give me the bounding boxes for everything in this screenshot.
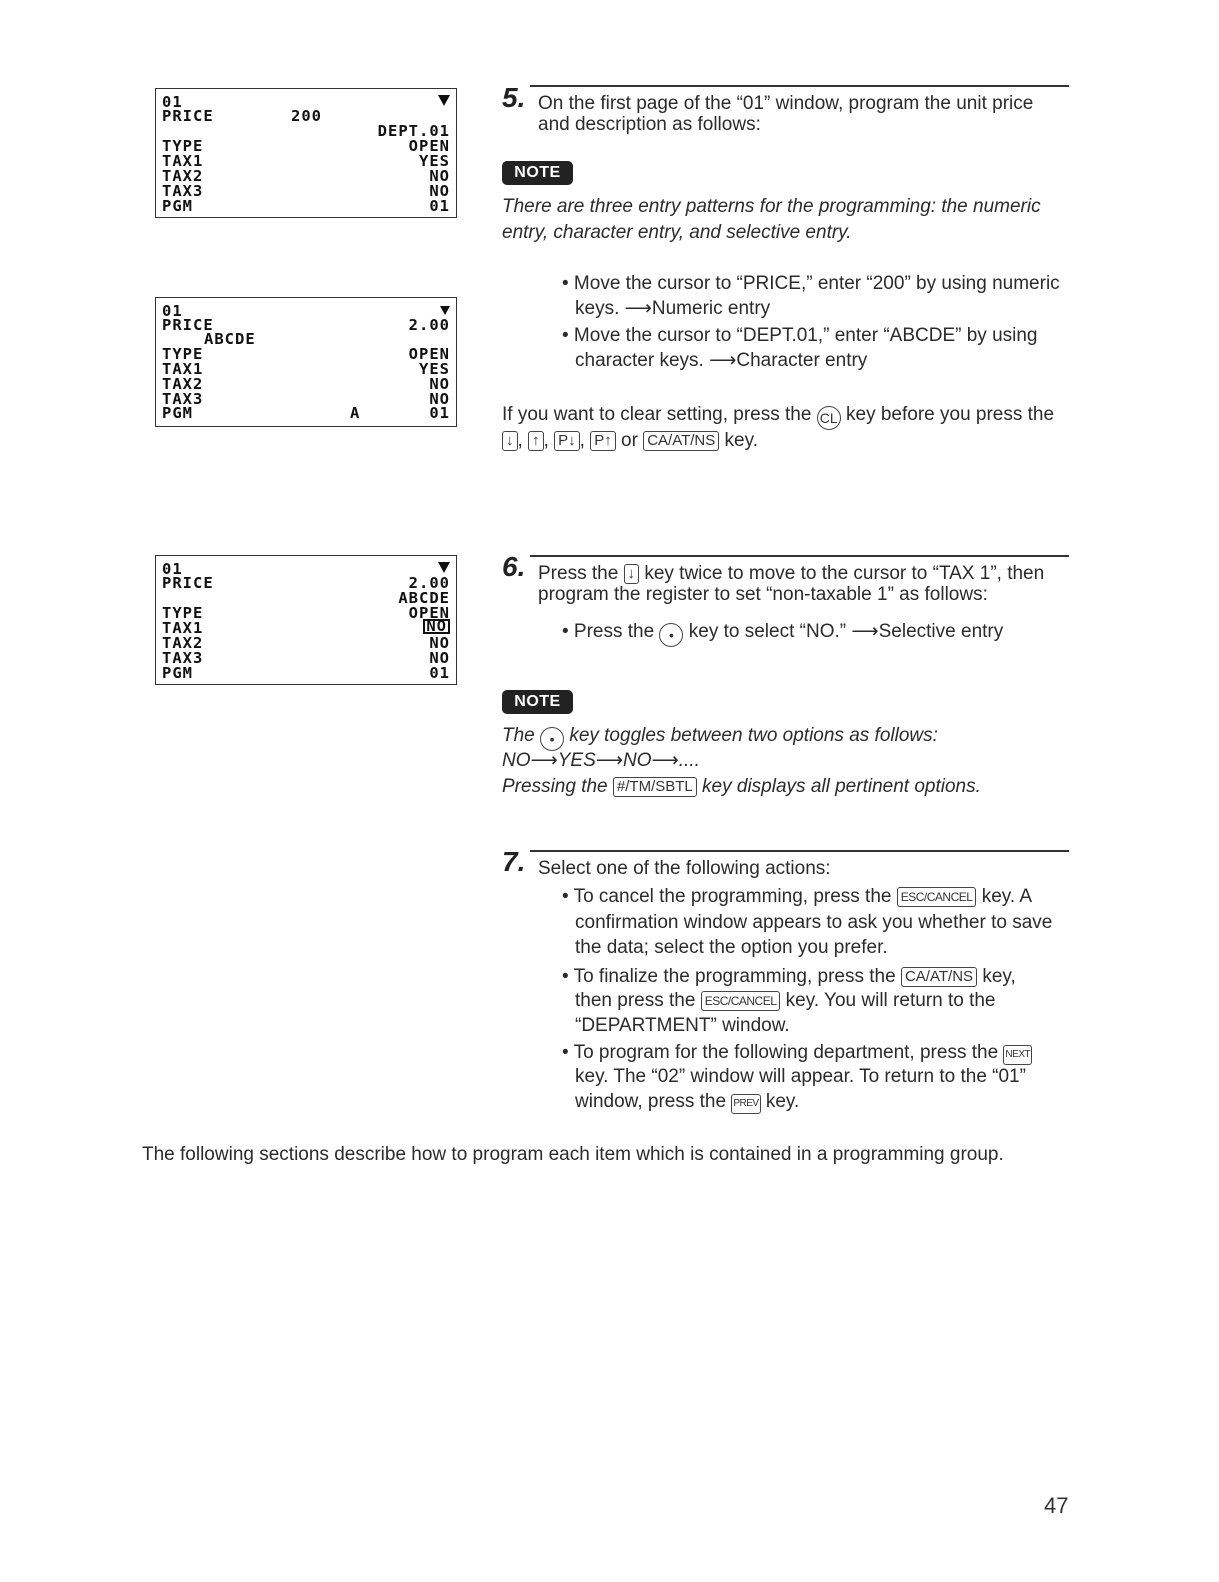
- step-6-bullet-a: • Press the: [562, 621, 655, 642]
- bullet-numeric-line1: • Move the cursor to “PRICE,” enter “200” by using numeric: [562, 273, 1060, 294]
- note-toggle-a: The: [502, 725, 535, 746]
- bullet-numeric-line2: [575, 298, 770, 319]
- bullet-character-keys-text: character keys.: [575, 350, 704, 371]
- lcd-display-step6: [155, 555, 457, 685]
- note-pressing-b: key displays all pertinent options.: [702, 776, 981, 797]
- note-toggle-line3: [502, 776, 981, 797]
- lcd-price-value: 200: [291, 107, 322, 125]
- bullet-character-line1: • Move the cursor to “DEPT.01,” enter “ABCDE” by using: [562, 325, 1038, 346]
- page-up-key: P↑: [590, 431, 616, 451]
- down-arrow-key: ↓: [624, 564, 640, 584]
- lcd-tax1-label: TAX1: [162, 152, 204, 170]
- lcd-description-value: ABCDE: [204, 330, 256, 348]
- lcd-pgm-value: 01: [429, 197, 450, 215]
- lcd-tax3-label: TAX3: [162, 182, 204, 200]
- step-7-intro: Select one of the following actions:: [538, 858, 831, 879]
- arrow-right-icon: ⟶: [595, 750, 624, 771]
- down-arrow-key: ↓: [502, 431, 518, 451]
- lcd-tax2-value: NO: [429, 634, 450, 652]
- tm-sbtl-key: #/TM/SBTL: [613, 777, 697, 797]
- lcd-tax2-value: NO: [429, 375, 450, 393]
- step-7-bullet3-line1: [562, 1042, 1032, 1065]
- note-toggle-line2: [502, 750, 700, 771]
- numeric-entry-label: Numeric entry: [651, 298, 771, 319]
- lcd-tax1-value: YES: [419, 152, 450, 170]
- note-toggle-b: key toggles between two options as follows:: [569, 725, 938, 746]
- finalize-text-b: key,: [982, 966, 1016, 987]
- lcd-price-label: PRICE: [162, 316, 214, 334]
- arrow-right-icon: ⟶: [530, 750, 558, 771]
- lcd-price-label: PRICE: [162, 107, 214, 125]
- finalize-text-a: • To finalize the programming, press the: [562, 966, 896, 987]
- finalize-line2-b: key. You will return to the: [785, 990, 996, 1011]
- page-down-key: P↓: [554, 431, 580, 451]
- step-7-bullet2-line3: “DEPARTMENT” window.: [575, 1015, 790, 1036]
- lcd-pgm-label: PGM: [162, 404, 193, 422]
- up-arrow-key: ↑: [528, 431, 544, 451]
- step-6-line2: program the register to set “non-taxable 1” as follows:: [538, 584, 988, 605]
- step-6-line1: [538, 563, 1044, 584]
- arrow-right-icon: ⟶: [624, 298, 652, 319]
- step-7-bullet2-line2: [575, 990, 996, 1011]
- step-6-rule: [530, 555, 1069, 557]
- lcd-window-number: 01: [162, 560, 183, 578]
- option-no: NO: [502, 750, 531, 771]
- step-6-text-a: Press the: [538, 563, 619, 584]
- note-toggle-line1: [502, 725, 938, 751]
- lcd-window-number: 01: [162, 302, 183, 320]
- note-pressing-a: Pressing the: [502, 776, 608, 797]
- selective-entry-label: Selective entry: [878, 621, 1004, 642]
- lcd-input-mode-indicator: A: [350, 404, 361, 422]
- arrow-right-icon: ⟶: [709, 350, 737, 371]
- lcd-pgm-value: 01: [429, 404, 450, 422]
- lcd-tax3-label: TAX3: [162, 649, 204, 667]
- lcd-tax3-value: NO: [429, 649, 450, 667]
- next-text-a: • To program for the following department, press the: [562, 1042, 999, 1063]
- step-6-bullet-b: key to select “NO.”: [688, 621, 847, 642]
- scroll-down-indicator-icon: [438, 94, 450, 109]
- step-7-number: 7.: [502, 846, 526, 877]
- lcd-tax1-selected-value: [423, 619, 450, 634]
- lcd-pgm-value: 01: [429, 664, 450, 682]
- cancel-text-a: • To cancel the programming, press the: [562, 886, 892, 907]
- step-7-bullet1-line1: [562, 886, 1032, 907]
- arrow-right-icon: ⟶: [851, 621, 879, 642]
- lcd-description-value: ABCDE: [398, 589, 450, 607]
- lcd-dept-value: DEPT.01: [377, 122, 450, 140]
- prev-key: PREV: [731, 1094, 760, 1114]
- lcd-price-value: 2.00: [408, 574, 450, 592]
- dot-key: •: [659, 623, 683, 647]
- step-7-bullet3-line3: [575, 1091, 799, 1114]
- lcd-price-value: 2.00: [408, 316, 450, 334]
- esc-cancel-key: ESC/CANCEL: [897, 887, 977, 907]
- prev-text-a: window, press the: [575, 1091, 727, 1112]
- lcd-tax1-label: TAX1: [162, 619, 204, 637]
- note-text-line2: entry, character entry, and selective entry.: [502, 222, 852, 243]
- step-6-bullet: [562, 621, 1003, 647]
- step-7-bullet1-line2: confirmation window appears to ask you whether to save: [575, 912, 1053, 933]
- esc-cancel-key: ESC/CANCEL: [701, 991, 781, 1011]
- lcd-pgm-label: PGM: [162, 664, 193, 682]
- lcd-tax2-value: NO: [429, 167, 450, 185]
- arrow-right-icon: ⟶: [651, 750, 679, 771]
- bullet-character-line2: [575, 350, 867, 371]
- bullet-numeric-keys-text: keys.: [575, 298, 620, 319]
- lcd-tax2-label: TAX2: [162, 634, 204, 652]
- ca-at-ns-key: CA/AT/NS: [643, 431, 719, 451]
- lcd-tax1-label: TAX1: [162, 360, 204, 378]
- option-ellipsis: ....: [678, 750, 700, 771]
- clear-text-a: If you want to clear setting, press the: [502, 404, 812, 425]
- cl-key: CL: [817, 406, 841, 430]
- lcd-price-label: PRICE: [162, 574, 214, 592]
- step-6-text-b: key twice to move to the cursor to “TAX 1”, then: [644, 563, 1045, 584]
- next-key: NEXT: [1003, 1045, 1032, 1065]
- step-7-bullet1-line3: the data; select the option you prefer.: [575, 937, 888, 958]
- note-text-line1: There are three entry patterns for the programming: the numeric: [502, 196, 1041, 217]
- or-text: or: [621, 430, 638, 451]
- lcd-window-number: 01: [162, 93, 183, 111]
- option-yes: YES: [557, 750, 596, 771]
- step-5-text-line1: On the first page of the “01” window, program the unit price: [538, 93, 1034, 114]
- character-entry-label: Character entry: [736, 350, 868, 371]
- footer-text: The following sections describe how to program each item which is contained in a programming group.: [142, 1144, 1004, 1165]
- lcd-tax3-label: TAX3: [162, 390, 204, 408]
- lcd-tax1-value: NO: [423, 619, 450, 634]
- note-badge: NOTE: [502, 690, 573, 714]
- option-no: NO: [623, 750, 652, 771]
- clear-setting-line2: ↓ , ↑ , P↓ , P↑ or CA/AT/NS key.: [502, 430, 758, 451]
- lcd-display-step5-initial: [155, 88, 457, 218]
- clear-end-text: key.: [724, 430, 758, 451]
- finalize-line2-a: then press the: [575, 990, 696, 1011]
- lcd-type-label: TYPE: [162, 137, 204, 155]
- lcd-tax3-value: NO: [429, 390, 450, 408]
- ca-at-ns-key: CA/AT/NS: [901, 967, 977, 987]
- step-5-text-line2: and description as follows:: [538, 114, 761, 135]
- clear-text-b: key before you press the: [846, 404, 1055, 425]
- lcd-tax1-value: YES: [419, 360, 450, 378]
- dot-key: •: [540, 727, 564, 751]
- lcd-tax3-value: NO: [429, 182, 450, 200]
- step-7-bullet3-line2: key. The “02” window will appear. To return to the “01”: [575, 1066, 1026, 1087]
- lcd-type-label: TYPE: [162, 345, 204, 363]
- step-5-number: 5.: [502, 82, 526, 113]
- lcd-type-value: OPEN: [408, 137, 450, 155]
- lcd-tax2-label: TAX2: [162, 167, 204, 185]
- note-badge: NOTE: [502, 161, 573, 185]
- step-7-bullet2-line1: [562, 966, 1016, 987]
- step-5-rule: [530, 85, 1069, 87]
- step-7-rule: [530, 850, 1069, 852]
- cancel-text-b: key. A: [981, 886, 1033, 907]
- clear-setting-line1: [502, 404, 1054, 430]
- lcd-type-value: OPEN: [408, 604, 450, 622]
- lcd-pgm-label: PGM: [162, 197, 193, 215]
- step-6-number: 6.: [502, 551, 526, 582]
- prev-text-b: key.: [765, 1091, 800, 1112]
- page-number: 47: [1044, 1493, 1069, 1518]
- lcd-type-value: OPEN: [408, 345, 450, 363]
- lcd-display-step5-entered: [155, 297, 457, 427]
- lcd-type-label: TYPE: [162, 604, 204, 622]
- lcd-tax2-label: TAX2: [162, 375, 204, 393]
